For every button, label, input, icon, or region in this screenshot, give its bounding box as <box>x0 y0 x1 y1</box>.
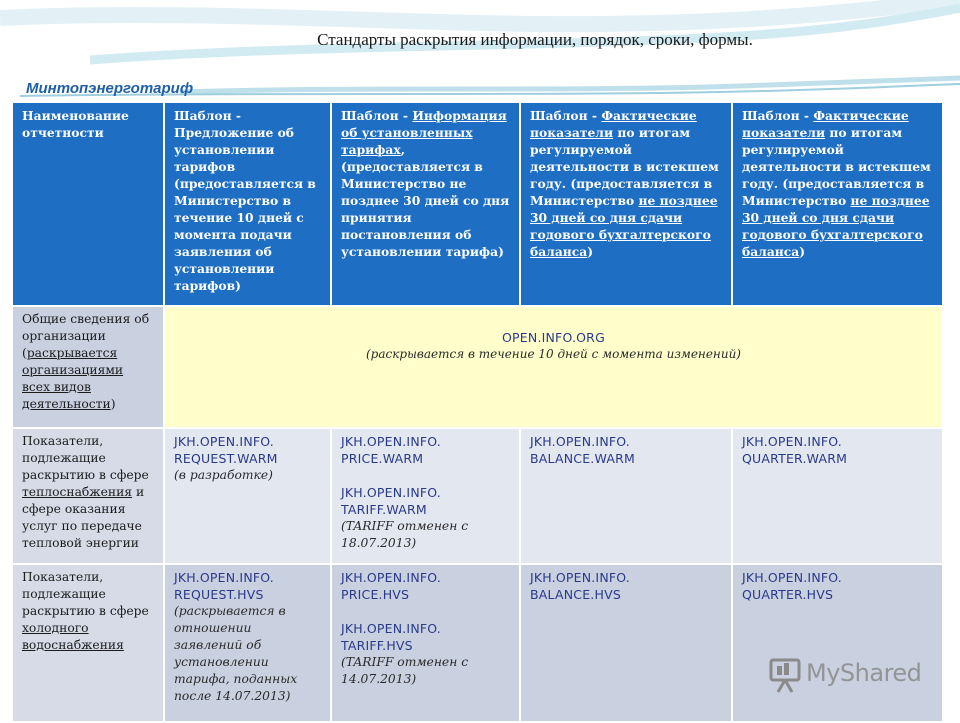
header-c4-pre: Шаблон - <box>742 108 814 123</box>
disclosure-table <box>11 101 944 723</box>
header-c3-link[interactable]: Фактические показатели <box>530 108 697 140</box>
cell-request-hvs <box>164 564 331 722</box>
merged-org-cell <box>164 306 943 428</box>
header-c3-pre: Шаблон - <box>530 108 602 123</box>
cell-balance-warm <box>520 428 732 564</box>
watermark <box>768 655 928 695</box>
cell-balance-hvs <box>520 564 732 722</box>
row2-label-pre: Показатели, подлежащие раскрытию в сфере <box>22 434 149 482</box>
row2-label-link[interactable]: теплоснабжения <box>22 485 133 499</box>
header-c4-mid: по итогам регулируемой деятельности в истекшем году. (предоставляется в Министерство <box>742 125 931 208</box>
code-price-hvs: JKH.OPEN.INFO. PRICE.HVS <box>341 570 441 602</box>
cell-quarter-warm <box>732 428 943 564</box>
code-price-warm: JKH.OPEN.INFO. PRICE.WARM <box>341 434 441 466</box>
header-c3-post: ) <box>587 244 594 259</box>
note-tariff-warm: (TARIFF отменен с 18.07.2013) <box>341 519 469 550</box>
row1-label-link[interactable]: раскрывается организациями всех видов деятельности <box>22 346 124 411</box>
org-template-code: OPEN.INFO.ORG <box>502 330 605 345</box>
header-c2-post: , (предоставляется в Министерство не позднее 30 дней со дня принятия постановления об установлении тарифа) <box>341 142 510 259</box>
row3-label-link[interactable]: холодного водоснабжения <box>22 621 124 652</box>
header-template-request <box>164 102 331 306</box>
organization-name: Минтопэнерготариф <box>26 80 194 97</box>
code-quarter-hvs: JKH.OPEN.INFO. QUARTER.HVS <box>742 570 842 602</box>
header-c4-link2[interactable]: не позднее 30 дней со дня сдачи годового бухгалтерского баланса <box>742 193 930 259</box>
cell-price-warm <box>331 428 520 564</box>
header-template-actual-2 <box>732 102 943 306</box>
table-header-row <box>12 102 943 306</box>
row3-label-pre: Показатели, подлежащие раскрытию в сфере <box>22 570 149 618</box>
note-request-warm: (в разработке) <box>174 468 273 482</box>
row-label-heat <box>12 428 164 564</box>
header-c1-text: Шаблон - Предложение об установлении тарифов (предоставляется в Министерство в течение 10 дней с момента подачи заявления об установлении тарифов) <box>174 108 316 293</box>
note-request-hvs: (раскрывается в отношении заявлений об установлении тарифа, поданных после 14.07.2013) <box>174 604 298 703</box>
cell-request-warm <box>164 428 331 564</box>
header-c3-mid: по итогам регулируемой деятельности в истекшем году. (предоставляется в Министерство <box>530 125 719 208</box>
code-request-warm: JKH.OPEN.INFO. REQUEST.WARM <box>174 434 278 466</box>
cell-quarter-hvs <box>732 564 943 722</box>
code-balance-hvs: JKH.OPEN.INFO. BALANCE.HVS <box>530 570 630 602</box>
org-template-note: (раскрывается в течение 10 дней с момента изменений) <box>366 347 741 361</box>
slide-title: Стандарты раскрытия информации, порядок, сроки, формы. <box>317 30 753 49</box>
header-template-tariff-info <box>331 102 520 306</box>
code-tariff-hvs: JKH.OPEN.INFO. TARIFF.HVS <box>341 621 441 653</box>
code-balance-warm: JKH.OPEN.INFO. BALANCE.WARM <box>530 434 635 466</box>
table-row <box>12 564 943 722</box>
row-label-general <box>12 306 164 428</box>
code-quarter-warm: JKH.OPEN.INFO. QUARTER.WARM <box>742 434 848 466</box>
note-tariff-hvs: (TARIFF отменен с 14.07.2013) <box>341 655 469 686</box>
header-template-actual-1 <box>520 102 732 306</box>
header-c0-text: Наименование отчетности <box>22 108 129 140</box>
row-label-cold-water <box>12 564 164 722</box>
header-c2-pre: Шаблон - <box>341 108 413 123</box>
watermark-text: MyShared <box>806 659 922 687</box>
table-row <box>12 428 943 564</box>
header-c2-link[interactable]: Информация об установленных тарифах <box>341 108 507 157</box>
header-c4-link[interactable]: Фактические показатели <box>742 108 909 140</box>
header-c4-post: ) <box>799 244 806 259</box>
code-request-hvs: JKH.OPEN.INFO. REQUEST.HVS <box>174 570 274 602</box>
row1-label-pre: Общие сведения об организации ( <box>22 312 150 360</box>
header-c3-link2[interactable]: не позднее 30 дней со дня сдачи годового бухгалтерского баланса <box>530 193 718 259</box>
row1-label-post: ) <box>110 397 116 411</box>
presentation-icon <box>768 655 804 695</box>
cell-price-hvs <box>331 564 520 722</box>
code-tariff-warm: JKH.OPEN.INFO. TARIFF.WARM <box>341 485 441 517</box>
table-row <box>12 306 943 428</box>
header-report-name <box>12 102 164 306</box>
row2-label-post: и сфере оказания услуг по передаче тепловой энергии <box>22 485 145 550</box>
